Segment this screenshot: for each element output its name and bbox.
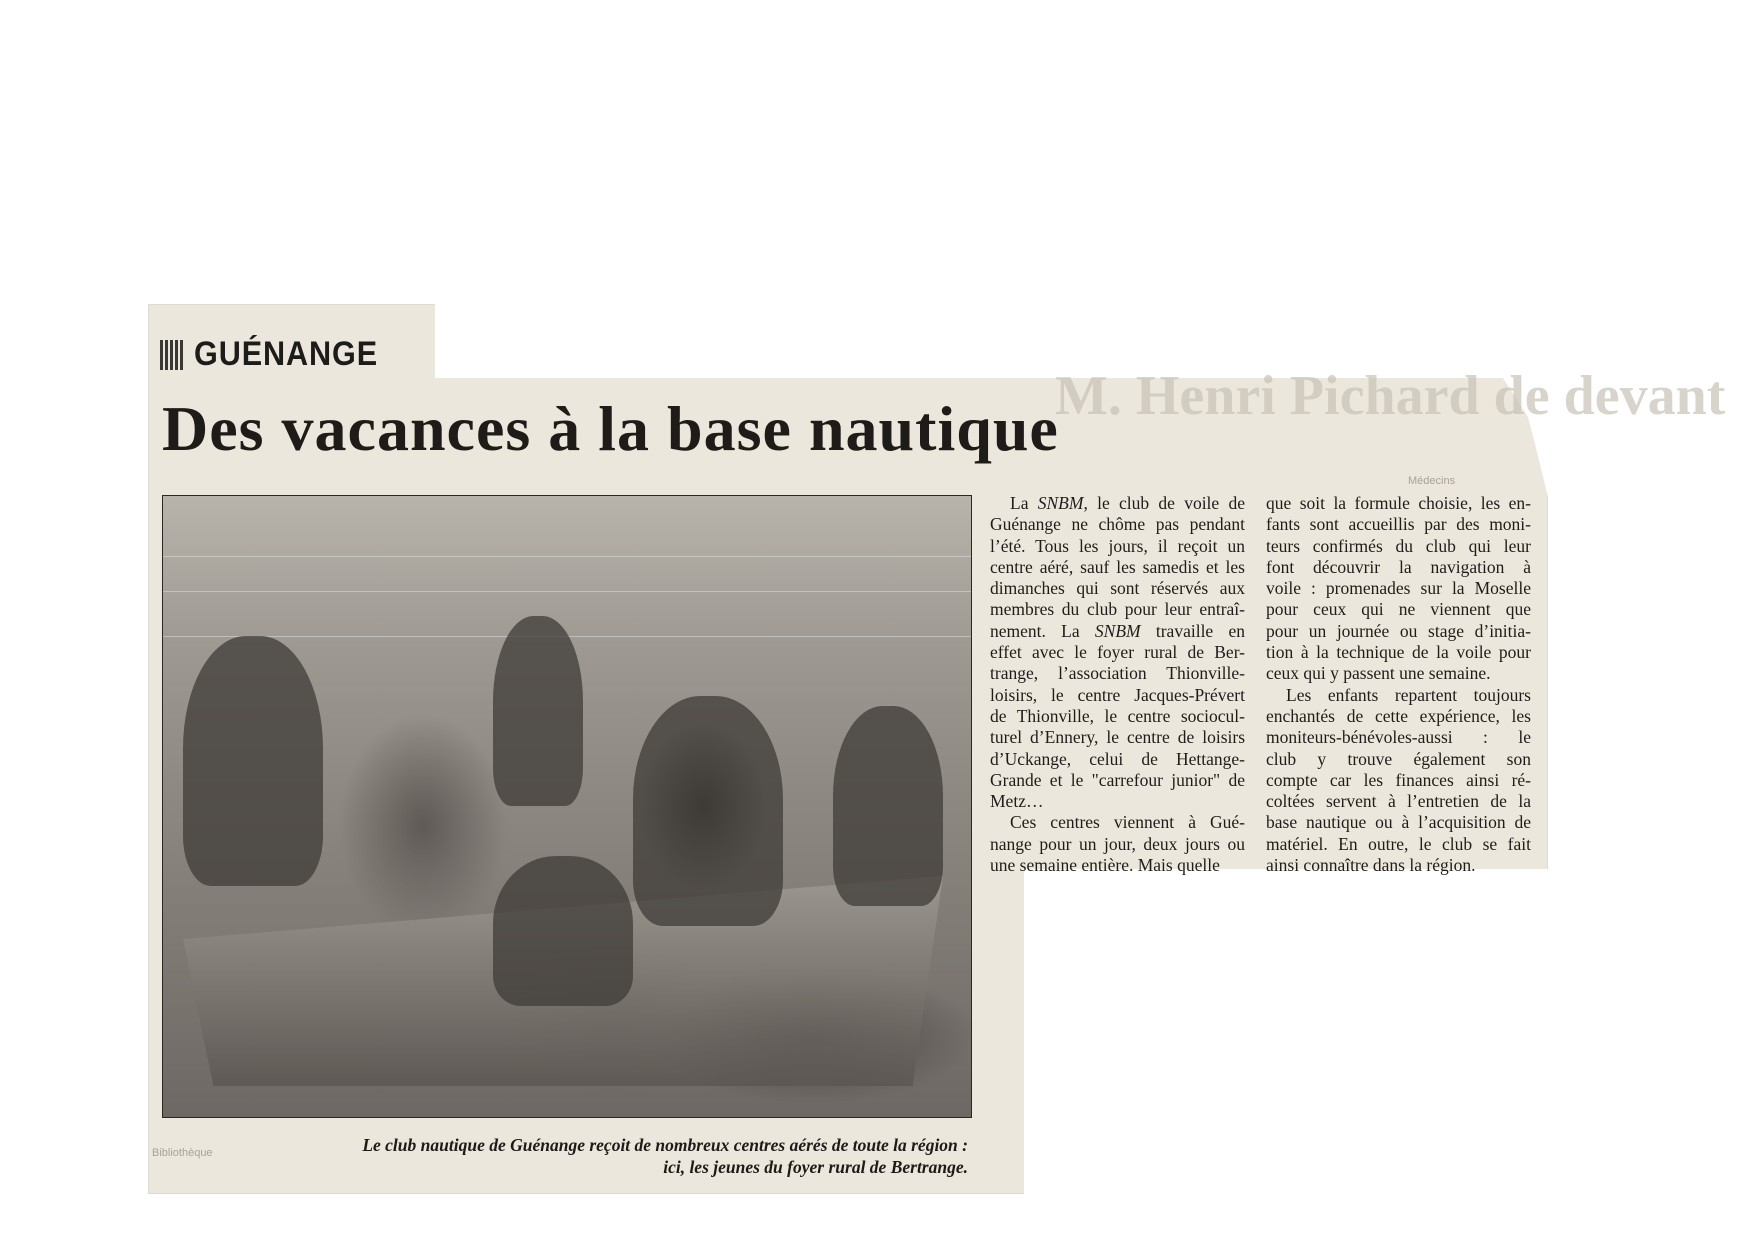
article-line — [990, 663, 1245, 684]
photo-caption — [230, 1134, 968, 1178]
bleed-through-headline: M. Henri Pichard de devant — [1055, 365, 1726, 427]
article-headline: Des vacances à la base nautique — [162, 393, 1059, 464]
article-line — [990, 727, 1245, 748]
article-line — [990, 578, 1245, 599]
article-text: l’été. Tous les jours, il reçoit un — [990, 535, 1245, 556]
article-text: Ces centres viennent à Gué- — [1010, 812, 1245, 833]
article-column-2 — [1266, 493, 1531, 876]
article-line: enchantés de cette expérience, les — [1266, 705, 1531, 726]
article-text: membres du club pour leur entraî- — [990, 599, 1245, 620]
article-text: effet avec le foyer rural de Ber- — [990, 642, 1245, 663]
article-photo — [162, 495, 972, 1118]
bleed-through-text: Médecins — [1408, 475, 1456, 487]
article-line: ceux qui y passent une semaine. — [1266, 663, 1491, 684]
article-text: nement. La — [990, 620, 1095, 641]
article-text: une semaine entière. Mais quelle — [990, 855, 1220, 876]
article-line: ainsi connaître dans la région. — [1266, 855, 1476, 876]
article-text: loisirs, le centre Jacques-Prévert — [990, 684, 1245, 705]
article-line: Les enfants repartent toujours — [1286, 684, 1531, 705]
caption-line: ici, les jeunes du foyer rural de Bertrange. — [663, 1157, 968, 1177]
article-line — [990, 599, 1245, 620]
article-line — [990, 706, 1245, 727]
article-text: d’Uckange, celui de Hettange- — [990, 748, 1245, 769]
section-name: GUÉNANGE — [194, 335, 379, 373]
article-text: trange, l’association Thionville- — [990, 663, 1245, 684]
article-line — [990, 514, 1245, 535]
article-text: turel d’Ennery, le centre de loisirs — [990, 727, 1245, 748]
article-text: nange pour un jour, deux jours ou — [990, 833, 1245, 854]
article-line: teurs confirmés du club qui leur — [1266, 535, 1531, 556]
article-text: SNBM — [1094, 620, 1141, 641]
article-line: que soit la formule choisie, les en- — [1266, 493, 1531, 513]
article-text: centre aéré, sauf les samedis et les — [990, 556, 1245, 577]
section-kicker — [160, 335, 398, 374]
article-line — [990, 749, 1245, 770]
article-line: font découvrir la navigation à — [1266, 556, 1531, 577]
kicker-bars-icon — [160, 340, 184, 370]
article-column-1 — [990, 493, 1245, 876]
article-text: dimanches qui sont réservés aux — [990, 578, 1245, 599]
bleed-through-text: Bibliothèque — [152, 1147, 213, 1159]
article-line — [990, 770, 1245, 791]
article-line — [990, 791, 1245, 812]
article-line: club y trouve également son — [1266, 748, 1531, 769]
article-line: compte car les finances ainsi ré- — [1266, 769, 1531, 790]
article-line — [990, 621, 1245, 642]
article-line: base nautique ou à l’acquisition de — [1266, 812, 1531, 833]
article-line — [990, 557, 1245, 578]
article-line — [990, 642, 1245, 663]
article-line — [990, 812, 1245, 833]
article-text: , le club de voile de — [1083, 493, 1245, 513]
article-line — [990, 834, 1245, 855]
article-text: SNBM — [1037, 493, 1084, 513]
article-line: fants sont accueillis par des moni- — [1266, 514, 1531, 535]
article-line: pour un journée ou stage d’initia- — [1266, 620, 1531, 641]
article-line: coltées servent à l’entretien de la — [1266, 791, 1531, 812]
article-line: voile : promenades sur la Moselle — [1266, 578, 1531, 599]
article-line: pour ceux qui ne viennent que — [1266, 599, 1531, 620]
caption-line: Le club nautique de Guénange reçoit de nombreux centres aérés de toute la région : — [362, 1135, 968, 1155]
article-line — [990, 493, 1245, 514]
article-text: travaille en — [1140, 620, 1245, 641]
article-text: La — [1010, 493, 1038, 513]
article-line: moniteurs-bénévoles-aussi : le — [1266, 727, 1531, 748]
article-line — [990, 855, 1245, 876]
article-line — [990, 685, 1245, 706]
article-text: de Thionville, le centre sociocul- — [990, 705, 1245, 726]
article-text: Guénange ne chôme pas pendant — [990, 514, 1245, 535]
article-text: Grande et le "carrefour junior" de — [990, 769, 1245, 790]
article-line — [990, 536, 1245, 557]
article-line: tion à la technique de la voile pour — [1266, 642, 1531, 663]
article-line: matériel. En outre, le club se fait — [1266, 833, 1531, 854]
article-text: Metz… — [990, 791, 1044, 812]
